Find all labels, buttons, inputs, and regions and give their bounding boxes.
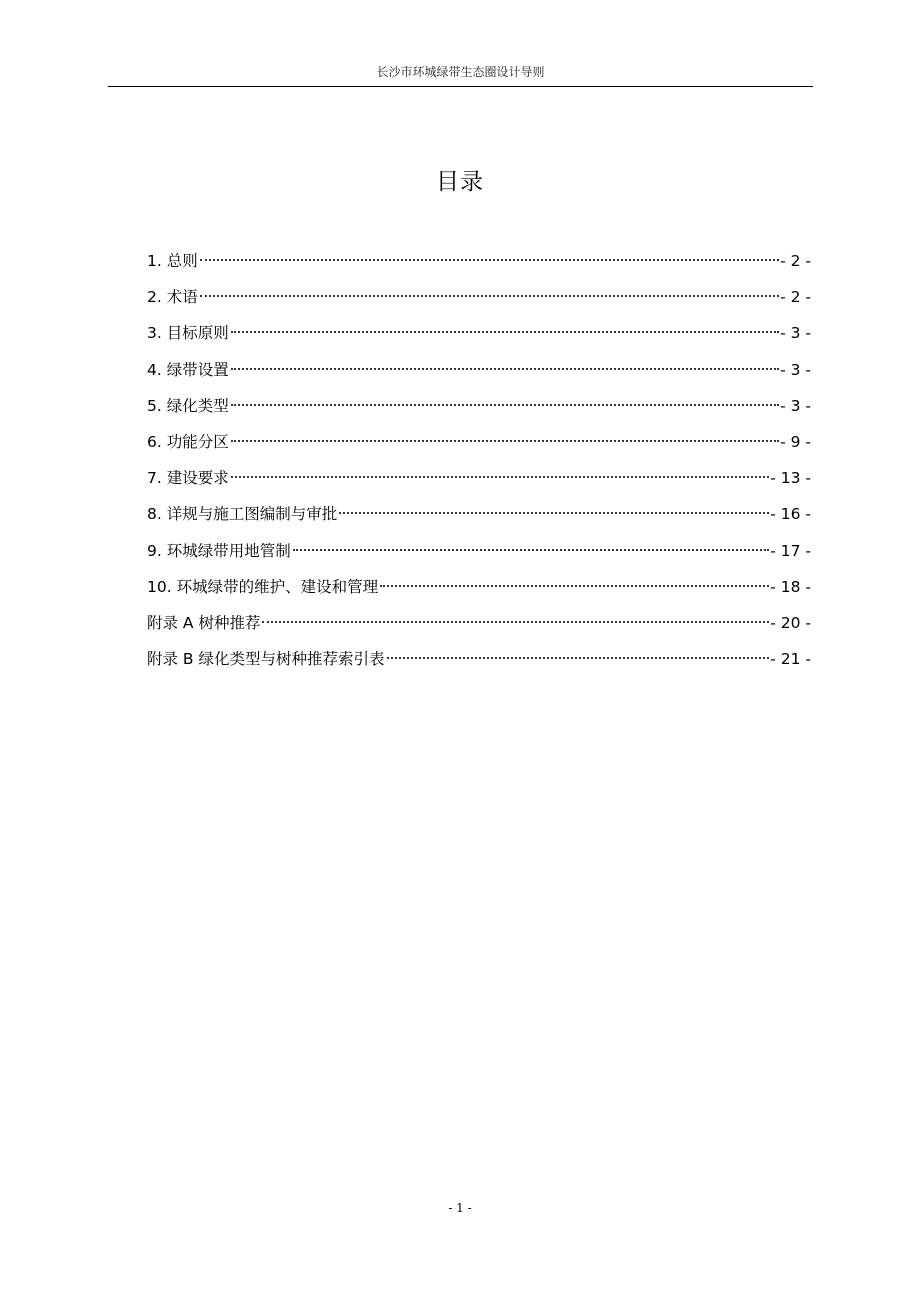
toc-dot-leader bbox=[387, 657, 770, 659]
toc-entry[interactable] bbox=[147, 393, 811, 429]
toc-entry-page: - 2 - bbox=[780, 288, 811, 307]
toc-entry-page: - 17 - bbox=[770, 541, 811, 560]
running-header bbox=[108, 62, 813, 87]
toc-entry[interactable] bbox=[147, 429, 811, 465]
toc-entry-label: 5. 绿化类型 bbox=[147, 396, 229, 415]
toc-entry-page: - 18 - bbox=[770, 577, 811, 596]
toc-dot-leader bbox=[231, 440, 779, 442]
toc-entry[interactable] bbox=[147, 610, 811, 646]
toc-entry-page: - 16 - bbox=[770, 505, 811, 524]
toc-entry[interactable] bbox=[147, 357, 811, 393]
toc-entry[interactable] bbox=[147, 538, 811, 574]
toc-dot-leader bbox=[231, 331, 779, 333]
toc-dot-leader bbox=[231, 368, 779, 370]
toc-entry-label: 3. 目标原则 bbox=[147, 324, 229, 343]
toc-dot-leader bbox=[231, 476, 770, 478]
toc-entry-page: - 3 - bbox=[780, 360, 811, 379]
toc-entry-label: 2. 术语 bbox=[147, 288, 198, 307]
toc-entry-label: 6. 功能分区 bbox=[147, 432, 229, 451]
toc-entry[interactable] bbox=[147, 501, 811, 537]
toc-entry-page: - 3 - bbox=[780, 396, 811, 415]
toc-entry-page: - 9 - bbox=[780, 432, 811, 451]
table-of-contents bbox=[147, 248, 811, 682]
toc-dot-leader bbox=[200, 259, 779, 261]
toc-title: 目录 bbox=[436, 169, 484, 195]
toc-dot-leader bbox=[339, 512, 769, 514]
toc-dot-leader bbox=[380, 585, 769, 587]
toc-entry-page: - 2 - bbox=[780, 252, 811, 270]
toc-entry-label: 附录 A 树种推荐 bbox=[147, 613, 261, 632]
toc-entry-page: - 3 - bbox=[780, 324, 811, 343]
toc-entry-page: - 21 - bbox=[770, 650, 811, 669]
toc-entry[interactable] bbox=[147, 284, 811, 320]
toc-entry[interactable] bbox=[147, 574, 811, 610]
toc-entry-label: 10. 环城绿带的维护、建设和管理 bbox=[147, 577, 379, 596]
toc-entry[interactable] bbox=[147, 248, 811, 284]
toc-entry-label: 8. 详规与施工图编制与审批 bbox=[147, 505, 338, 524]
toc-entry[interactable] bbox=[147, 320, 811, 356]
toc-entry-page: - 13 - bbox=[770, 469, 811, 488]
toc-entry-label: 附录 B 绿化类型与树种推荐索引表 bbox=[147, 650, 385, 669]
toc-entry[interactable] bbox=[147, 646, 811, 682]
header-title: 长沙市环城绿带生态圈设计导则 bbox=[376, 65, 545, 79]
toc-entry-label: 4. 绿带设置 bbox=[147, 360, 229, 379]
toc-dot-leader bbox=[262, 621, 769, 623]
toc-entry-label: 7. 建设要求 bbox=[147, 469, 229, 488]
toc-entry-label: 9. 环城绿带用地管制 bbox=[147, 541, 291, 560]
page-number: - 1 - bbox=[448, 1201, 472, 1215]
toc-entry-label: 1. 总则 bbox=[147, 252, 198, 270]
toc-entry-page: - 20 - bbox=[770, 613, 811, 632]
toc-dot-leader bbox=[293, 549, 770, 551]
toc-entry[interactable] bbox=[147, 465, 811, 501]
toc-dot-leader bbox=[200, 295, 779, 297]
toc-dot-leader bbox=[231, 404, 779, 406]
